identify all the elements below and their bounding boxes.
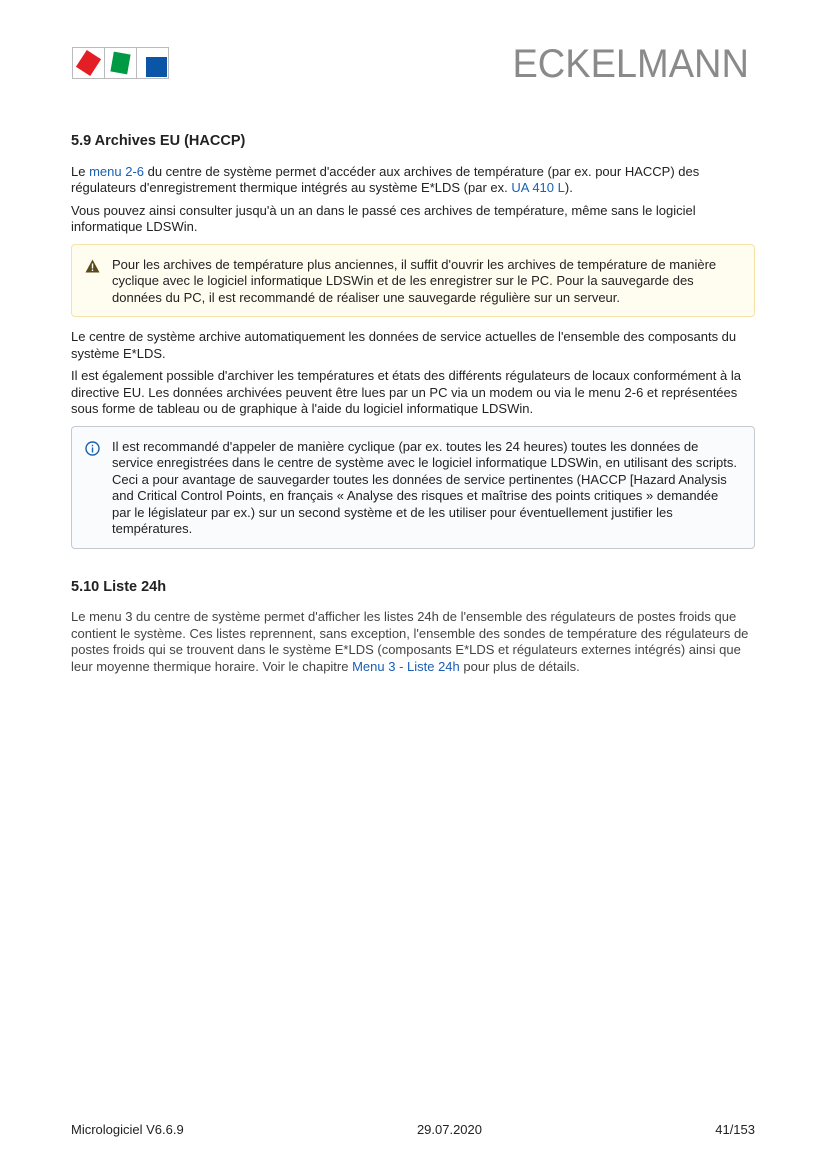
section-heading: 5.9 Archives EU (HACCP) xyxy=(71,133,246,149)
text: Le menu 3 du centre de système permet d'afficher les listes 24h de l'ensemble des régulateurs de postes froids que contient le système. Ces listes reprennent, sans exception, l'ensemble des sondes de température des régulateurs de postes froids qui se trouvent dans le système E*LDS (composants E*LDS et régulateurs externes intégrés) ainsi que leur moyenne thermique horaire. Voir le chapitre xyxy=(71,609,749,674)
warning-icon xyxy=(85,259,100,278)
info-box xyxy=(71,426,755,549)
company-logo xyxy=(72,47,169,79)
paragraph: Il est également possible d'archiver les températures et états des différents régulateurs de locaux conformément à la directive EU. Les données archivées peuvent être lues par un PC via un modem ou via le menu 2-6 et représentées sous forme de tableau ou de graphique à l'aide du logiciel informatique LDSWin. xyxy=(71,368,741,416)
warning-text: Pour les archives de température plus anciennes, il suffit d'ouvrir les archives de température de manière cyclique avec le logiciel informatique LDSWin et de les enregistrer sur le PC. Pour la sauvegarde des données du PC, il est recommandé de réaliser une sauvegarde régulière sur un serveur. xyxy=(112,256,717,305)
paragraph xyxy=(71,609,755,675)
paragraph: Vous pouvez ainsi consulter jusqu'à un an dans le passé ces archives de température, même sans le logiciel informatique LDSWin. xyxy=(71,202,696,234)
info-icon xyxy=(85,441,100,461)
link-menu-2-6[interactable]: menu 2-6 xyxy=(89,163,144,179)
green-diamond-icon xyxy=(110,52,130,75)
blue-square-icon xyxy=(146,57,167,77)
link-ua-410-l[interactable]: UA 410 L xyxy=(511,180,565,195)
warning-box xyxy=(71,244,755,318)
footer-date: 29.07.2020 xyxy=(416,1122,483,1137)
paragraph: Le centre de système archive automatiquement les données de service actuelles de l'ensemble des composants du système E*LDS. xyxy=(71,329,737,361)
section-heading: 5.10 Liste 24h xyxy=(71,578,167,595)
red-diamond-icon xyxy=(76,50,101,76)
paragraph xyxy=(71,164,755,197)
brand-wordmark: ECKELMANN xyxy=(512,42,749,86)
footer-page-number: 41/153 xyxy=(715,1122,755,1137)
text: pour plus de détails. xyxy=(459,658,580,674)
link-menu-3-liste-24h[interactable]: Menu 3 - Liste 24h xyxy=(352,658,460,674)
page-content xyxy=(71,133,755,681)
page-footer xyxy=(71,1122,755,1139)
text: du centre de système permet d'accéder aux archives de température (par ex. pour HACCP) des régulateurs d'enregistrement thermique intégrés au système E*LDS (par ex. xyxy=(71,163,700,195)
footer-version: Micrologiciel V6.6.9 xyxy=(71,1122,184,1137)
text: Le xyxy=(71,163,90,179)
text: ). xyxy=(564,180,573,195)
info-text: Il est recommandé d'appeler de manière cyclique (par ex. toutes les 24 heures) toutes les données de service enregistrées dans le centre de système avec le logiciel informatique LDSWin, en utilisant des scripts. Ceci a pour avantage de sauvegarder toutes les données de service pertinentes (HACCP [Hazard Analysis and Critical Control Points, en français « Analyse des risques et maîtrise des points critiques » demandée par le législateur par ex.) sur un second système et de les utiliser pour éventuellement justifier les températures. xyxy=(112,438,738,536)
